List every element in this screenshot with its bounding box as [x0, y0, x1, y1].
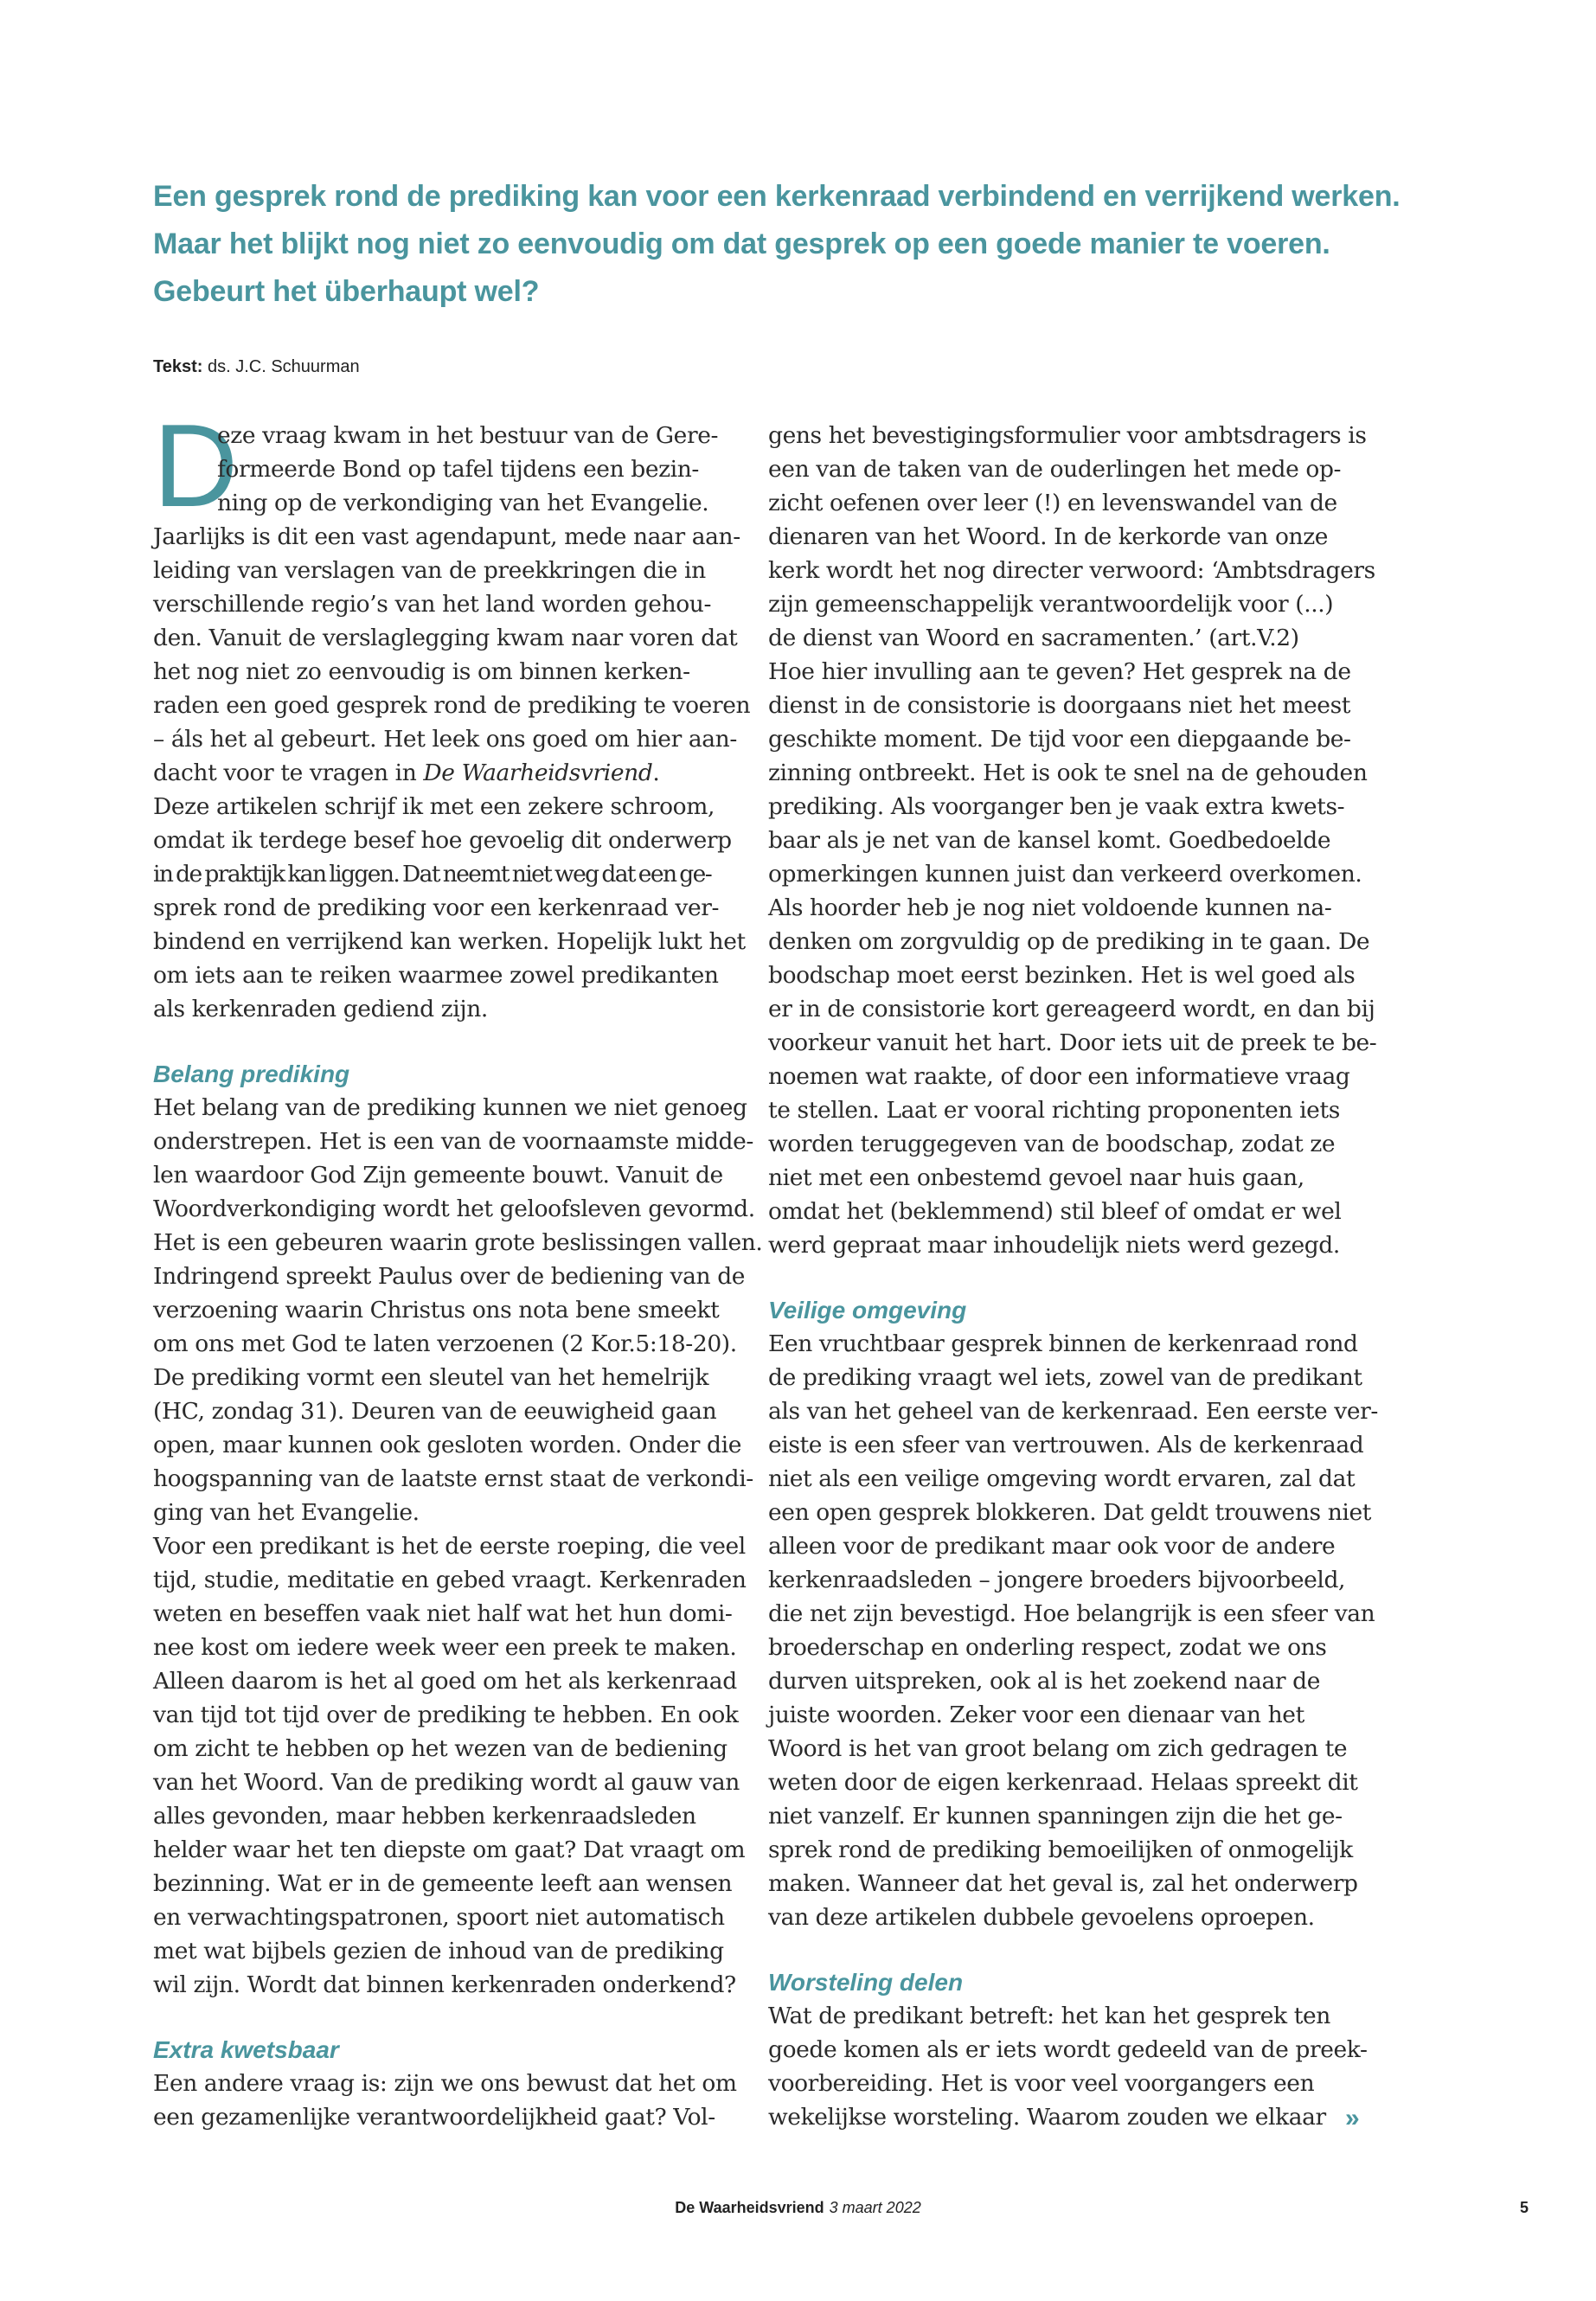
- text-line: baar als je net van de kansel komt. Goedbedoelde: [768, 827, 1331, 854]
- text-line: wil zijn. Wordt dat binnen kerkenraden onderkend?: [153, 1971, 736, 1998]
- text-line: de dienst van Woord en sacramenten.’ (art.V.2): [768, 625, 1299, 651]
- text-line: alleen voor de predikant maar ook voor de andere: [768, 1533, 1336, 1560]
- text-line: van deze artikelen dubbele gevoelens oproepen.: [768, 1904, 1315, 1931]
- text-line: broederschap en onderling respect, zodat we ons: [768, 1634, 1327, 1661]
- footer-publication: De Waarheidsvriend: [675, 2199, 824, 2216]
- paragraph: [153, 2067, 741, 2134]
- text-line: als van het geheel van de kerkenraad. Een eerste ver-: [768, 1398, 1378, 1425]
- text-line: een open gesprek blokkeren. Dat geldt trouwens niet: [768, 1499, 1371, 1526]
- text-line: werd gepraat maar inhoudelijk niets werd gezegd.: [768, 1232, 1340, 1259]
- text-line: Het is een gebeuren waarin grote beslissingen vallen.: [153, 1229, 763, 1256]
- text-line: een gezamenlijke verantwoordelijkheid gaat? Vol-: [153, 2104, 715, 2131]
- text-line: kerkenraadsleden – jongere broeders bijvoorbeeld,: [768, 1567, 1346, 1593]
- text-line: verzoening waarin Christus ons nota bene smeekt: [153, 1297, 720, 1324]
- paragraph: [153, 790, 741, 857]
- paragraph: [153, 1091, 763, 2002]
- text-line: die net zijn bevestigd. Hoe belangrijk is een sfeer van: [768, 1600, 1375, 1627]
- text-line: formeerde Bond op tafel tijdens een bezin-: [217, 456, 699, 483]
- text-line: wekelijkse worsteling. Waarom zouden we elkaar: [768, 2104, 1326, 2131]
- text-line: goede komen als er iets wordt gedeeld van de preek-: [768, 2036, 1368, 2063]
- text-line: gens het bevestigingsformulier voor ambtsdragers is: [768, 422, 1367, 449]
- section-heading: Veilige omgeving: [768, 1297, 967, 1324]
- text-line: Woord is het van groot belang om zich gedragen te: [768, 1735, 1348, 1762]
- byline-label: Tekst:: [153, 357, 203, 376]
- text-line: voorkeur vanuit het hart. Door iets uit de preek te be-: [768, 1029, 1377, 1056]
- text-line: een van de taken van de ouderlingen het mede op-: [768, 456, 1342, 483]
- text-line: als kerkenraden gediend zijn.: [153, 996, 488, 1022]
- section-heading: Worsteling delen: [768, 1969, 964, 1996]
- paragraph: [768, 1999, 1368, 2134]
- section-heading: Belang prediking: [153, 1061, 350, 1087]
- paragraph: [768, 419, 1377, 1262]
- text-line: om ons met God te laten verzoenen (2 Kor.5:18-20).: [153, 1330, 737, 1357]
- text-line: raden een goed gesprek rond de prediking te voeren: [153, 692, 751, 719]
- text-line: alles gevonden, maar hebben kerkenraadsleden: [153, 1803, 696, 1830]
- text-line: om zicht te hebben op het wezen van de bediening: [153, 1735, 727, 1762]
- paragraph: [153, 520, 751, 756]
- text-line: bindend en verrijkend kan werken. Hopelijk lukt het: [153, 928, 746, 955]
- text-line: Alleen daarom is het al goed om het als kerkenraad: [153, 1668, 737, 1695]
- page-footer: [0, 2199, 1596, 2217]
- text-line: eiste is een sfeer van vertrouwen. Als de kerkenraad: [768, 1432, 1364, 1458]
- text-line: [153, 756, 741, 790]
- magazine-title: De Waarheidsvriend: [423, 760, 653, 786]
- text-line: nee kost om iedere week weer een preek te maken.: [153, 1634, 737, 1661]
- text-line: worden teruggegeven van de boodschap, zodat ze: [768, 1131, 1336, 1157]
- text-line: van het Woord. Van de prediking wordt al gauw van: [153, 1769, 740, 1796]
- text-line: den. Vanuit de verslaglegging kwam naar voren dat: [153, 625, 738, 651]
- text-line: onderstrepen. Het is een van de voornaamste midde-: [153, 1128, 753, 1155]
- text-line: en verwachtingspatronen, spoort niet automatisch: [153, 1904, 725, 1931]
- text-line: – áls het al gebeurt. Het leek ons goed om hier aan-: [153, 726, 737, 753]
- paragraph: [153, 891, 746, 1026]
- text-line: niet vanzelf. Er kunnen spanningen zijn die het ge-: [768, 1803, 1343, 1830]
- text-line: met wat bijbels gezien de inhoud van de prediking: [153, 1938, 724, 1965]
- text-line: Een andere vraag is: zijn we ons bewust dat het om: [153, 2070, 737, 2097]
- text-line: te stellen. Laat er vooral richting proponenten iets: [768, 1097, 1340, 1124]
- text-line: De prediking vormt een sleutel van het hemelrijk: [153, 1364, 709, 1391]
- text-line: maken. Wanneer dat het geval is, zal het onderwerp: [768, 1870, 1358, 1897]
- text-line: Deze artikelen schrijf ik met een zekere schroom,: [153, 793, 715, 820]
- text-line: om iets aan te reiken waarmee zowel predikanten: [153, 962, 719, 989]
- intro-line: Gebeurt het überhaupt wel?: [153, 275, 540, 308]
- page-number: 5: [1520, 2199, 1529, 2216]
- text-line: zijn gemeenschappelijk verantwoordelijk voor (...): [768, 591, 1334, 618]
- text-line: Voor een predikant is het de eerste roeping, die veel: [153, 1533, 746, 1560]
- text-line: Woordverkondiging wordt het geloofsleven gevormd.: [153, 1195, 755, 1222]
- text-fragment: dacht voor te vragen in: [153, 760, 424, 786]
- text-line: hoogspanning van de laatste ernst staat de verkondi-: [153, 1465, 753, 1492]
- text-line: Het belang van de prediking kunnen we niet genoeg: [153, 1094, 747, 1121]
- text-line: omdat het (beklemmend) stil bleef of omdat er wel: [768, 1198, 1342, 1225]
- text-line: opmerkingen kunnen juist dan verkeerd overkomen.: [768, 861, 1362, 888]
- text-line: het nog niet zo eenvoudig is om binnen kerken-: [153, 658, 690, 685]
- text-line: in de praktijk kan liggen. Dat neemt niet weg dat een ge-: [153, 861, 712, 888]
- text-line: verschillende regio’s van het land worden gehou-: [153, 591, 712, 618]
- text-fragment: .: [652, 760, 660, 786]
- text-line: weten en beseffen vaak niet half wat het hun domi-: [153, 1600, 733, 1627]
- text-line: voorbereiding. Het is voor veel voorgangers een: [768, 2070, 1315, 2097]
- left-column: [153, 419, 763, 2134]
- right-column: [768, 419, 1378, 2134]
- text-line: er in de consistorie kort gereageerd wordt, en dan bij: [768, 996, 1375, 1022]
- text-line: Hoe hier invulling aan te geven? Het gesprek na de: [768, 658, 1351, 685]
- text-line: Een vruchtbaar gesprek binnen de kerkenraad rond: [768, 1330, 1358, 1357]
- text-line: Indringend spreekt Paulus over de bediening van de: [153, 1263, 746, 1290]
- text-line: denken om zorgvuldig op de prediking in te gaan. De: [768, 928, 1370, 955]
- text-line: de prediking vraagt wel iets, zowel van de predikant: [768, 1364, 1362, 1391]
- text-line: tijd, studie, meditatie en gebed vraagt. Kerkenraden: [153, 1567, 747, 1593]
- text-line: dienaren van het Woord. In de kerkorde van onze: [768, 523, 1329, 550]
- text-line: open, maar kunnen ook gesloten worden. Onder die: [153, 1432, 741, 1458]
- text-line: ning op de verkondiging van het Evangelie.: [217, 490, 709, 516]
- paragraph: [768, 1327, 1378, 1934]
- intro-line: Maar het blijkt nog niet zo eenvoudig om dat gesprek op een goede manier te voeren.: [153, 228, 1330, 260]
- text-line: len waardoor God Zijn gemeente bouwt. Vanuit de: [153, 1162, 723, 1189]
- text-line: sprek rond de prediking bemoeilijken of onmogelijk: [768, 1836, 1353, 1863]
- text-line: van tijd tot tijd over de prediking te hebben. En ook: [153, 1702, 739, 1728]
- byline-author: ds. J.C. Schuurman: [207, 357, 360, 376]
- intro-lead: [153, 173, 1503, 316]
- continue-marker: »: [1345, 2104, 1360, 2132]
- section-heading: Extra kwetsbaar: [153, 2036, 339, 2063]
- text-line: (HC, zondag 31). Deuren van de eeuwigheid gaan: [153, 1398, 717, 1425]
- text-line: Wat de predikant betreft: het kan het gesprek ten: [768, 2003, 1330, 2029]
- text-line: juiste woorden. Zeker voor een dienaar van het: [768, 1702, 1304, 1728]
- text-line: durven uitspreken, ook al is het zoekend naar de: [768, 1668, 1321, 1695]
- text-line: weten door de eigen kerkenraad. Helaas spreekt dit: [768, 1769, 1358, 1796]
- footer-date: 3 maart 2022: [829, 2199, 921, 2216]
- text-line: noemen wat raakte, of door een informatieve vraag: [768, 1063, 1350, 1090]
- text-line: boodschap moet eerst bezinken. Het is wel goed als: [768, 962, 1356, 989]
- text-line: kerk wordt het nog directer verwoord: ‘Ambtsdragers: [768, 557, 1375, 584]
- text-line: zinning ontbreekt. Het is ook te snel na de gehouden: [768, 760, 1368, 786]
- text-line: eze vraag kwam in het bestuur van de Gere-: [217, 422, 719, 449]
- text-line: niet met een onbestemd gevoel naar huis gaan,: [768, 1164, 1304, 1191]
- text-line: leiding van verslagen van de preekkringen die in: [153, 557, 706, 584]
- text-line: omdat ik terdege besef hoe gevoelig dit onderwerp: [153, 827, 732, 854]
- text-line: niet als een veilige omgeving wordt ervaren, zal dat: [768, 1465, 1356, 1492]
- intro-line: Een gesprek rond de prediking kan voor een kerkenraad verbindend en verrijkend werken.: [153, 180, 1401, 213]
- text-line: Als hoorder heb je nog niet voldoende kunnen na-: [768, 894, 1332, 921]
- text-line: bezinning. Wat er in de gemeente leeft aan wensen: [153, 1870, 733, 1897]
- text-line: sprek rond de prediking voor een kerkenraad ver-: [153, 894, 720, 921]
- text-line: Jaarlijks is dit een vast agendapunt, mede naar aan-: [153, 523, 740, 550]
- text-line: zicht oefenen over leer (!) en levenswandel van de: [768, 490, 1337, 516]
- drop-cap: D: [153, 400, 239, 531]
- text-line: dienst in de consistorie is doorgaans niet het meest: [768, 692, 1351, 719]
- text-line: ging van het Evangelie.: [153, 1499, 420, 1526]
- text-line: helder waar het ten diepste om gaat? Dat vraagt om: [153, 1836, 746, 1863]
- text-line: prediking. Als voorganger ben je vaak extra kwets-: [768, 793, 1345, 820]
- text-line: geschikte moment. De tijd voor een diepgaande be-: [768, 726, 1351, 753]
- byline: [153, 357, 360, 377]
